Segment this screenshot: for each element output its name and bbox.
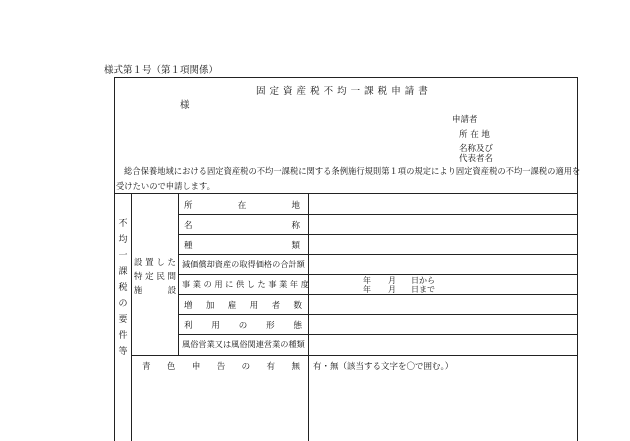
requirements-label-char: 不	[118, 219, 128, 229]
column-divider	[178, 193, 179, 355]
applicant-label: 申請者	[452, 115, 478, 125]
row-label-blue-return: 青 色 申 告 の 有 無	[142, 362, 300, 372]
applicant-address-label: 所 在 地	[459, 130, 490, 140]
row-label-location: 所 在 地	[184, 201, 300, 211]
column-divider	[308, 193, 309, 441]
row-divider	[178, 274, 577, 275]
row-label-type: 種 類	[184, 241, 300, 251]
requirements-label-char: 課	[118, 267, 128, 277]
frame-right-border	[577, 77, 578, 441]
applicant-name-label-2: 代表者名	[459, 154, 494, 164]
intro-text-line-1: 総合保養地域における固定資産税の不均一課税に関する条例施行規則第１項の規定により固定資産税の不均一課税の適用を	[124, 166, 581, 176]
business-year-to-day: 日まで	[411, 285, 435, 294]
requirements-label-char: 一	[118, 251, 128, 261]
requirements-label-char: の	[118, 299, 128, 309]
addressee-suffix: 様	[180, 100, 190, 111]
form-title: 固 定 資 産 税 不 均 一 課 税 申 請 書	[256, 86, 429, 97]
row-label-acquisition-cost: 減価償却資産の取得価格の合計額	[182, 259, 305, 269]
row-label-adult-business: 風俗営業又は風俗関連営業の種類	[182, 339, 305, 349]
row-divider	[178, 234, 577, 235]
frame-top-border	[114, 77, 577, 78]
column-divider	[131, 193, 132, 441]
row-label-usage: 利 用 の 形 態	[184, 321, 302, 331]
business-year-from-year: 年	[363, 276, 371, 285]
requirements-label-char: 要	[118, 315, 128, 325]
row-divider	[178, 334, 577, 335]
facility-group-label-2: 特 定 民 間	[133, 272, 177, 282]
row-label-business-year: 事 業 の 用 に 供 し た 事 業 年 度	[182, 279, 309, 289]
row-label-employees: 増 加 雇 用 者 数	[184, 301, 302, 311]
facility-group-label-1: 設 置 し た	[133, 258, 177, 268]
intro-text-line-2: 受けたいので申請します。	[116, 181, 215, 191]
applicant-name-label-1: 名称及び	[459, 144, 494, 154]
row-label-name: 名 称	[184, 221, 300, 231]
blue-return-value: 有・無（該当する文字を〇で囲む。）	[313, 362, 454, 372]
business-year-to-year: 年	[363, 285, 371, 294]
requirements-label-char: 件	[118, 331, 128, 341]
requirements-label-char: 税	[118, 283, 128, 293]
row-divider	[178, 214, 577, 215]
requirements-label-char: 均	[118, 235, 128, 245]
row-divider	[178, 294, 577, 295]
table-top-border	[114, 193, 577, 194]
requirements-label-char: 等	[118, 347, 128, 357]
business-year-from-day: 日から	[411, 276, 435, 285]
business-year-from-month: 月	[388, 276, 396, 285]
row-divider	[178, 254, 577, 255]
form-number-label: 様式第１号（第１項関係）	[104, 65, 219, 76]
row-divider	[178, 314, 577, 315]
row-divider	[131, 355, 577, 356]
business-year-to-month: 月	[388, 285, 396, 294]
facility-group-label-3: 施 設	[133, 286, 177, 296]
